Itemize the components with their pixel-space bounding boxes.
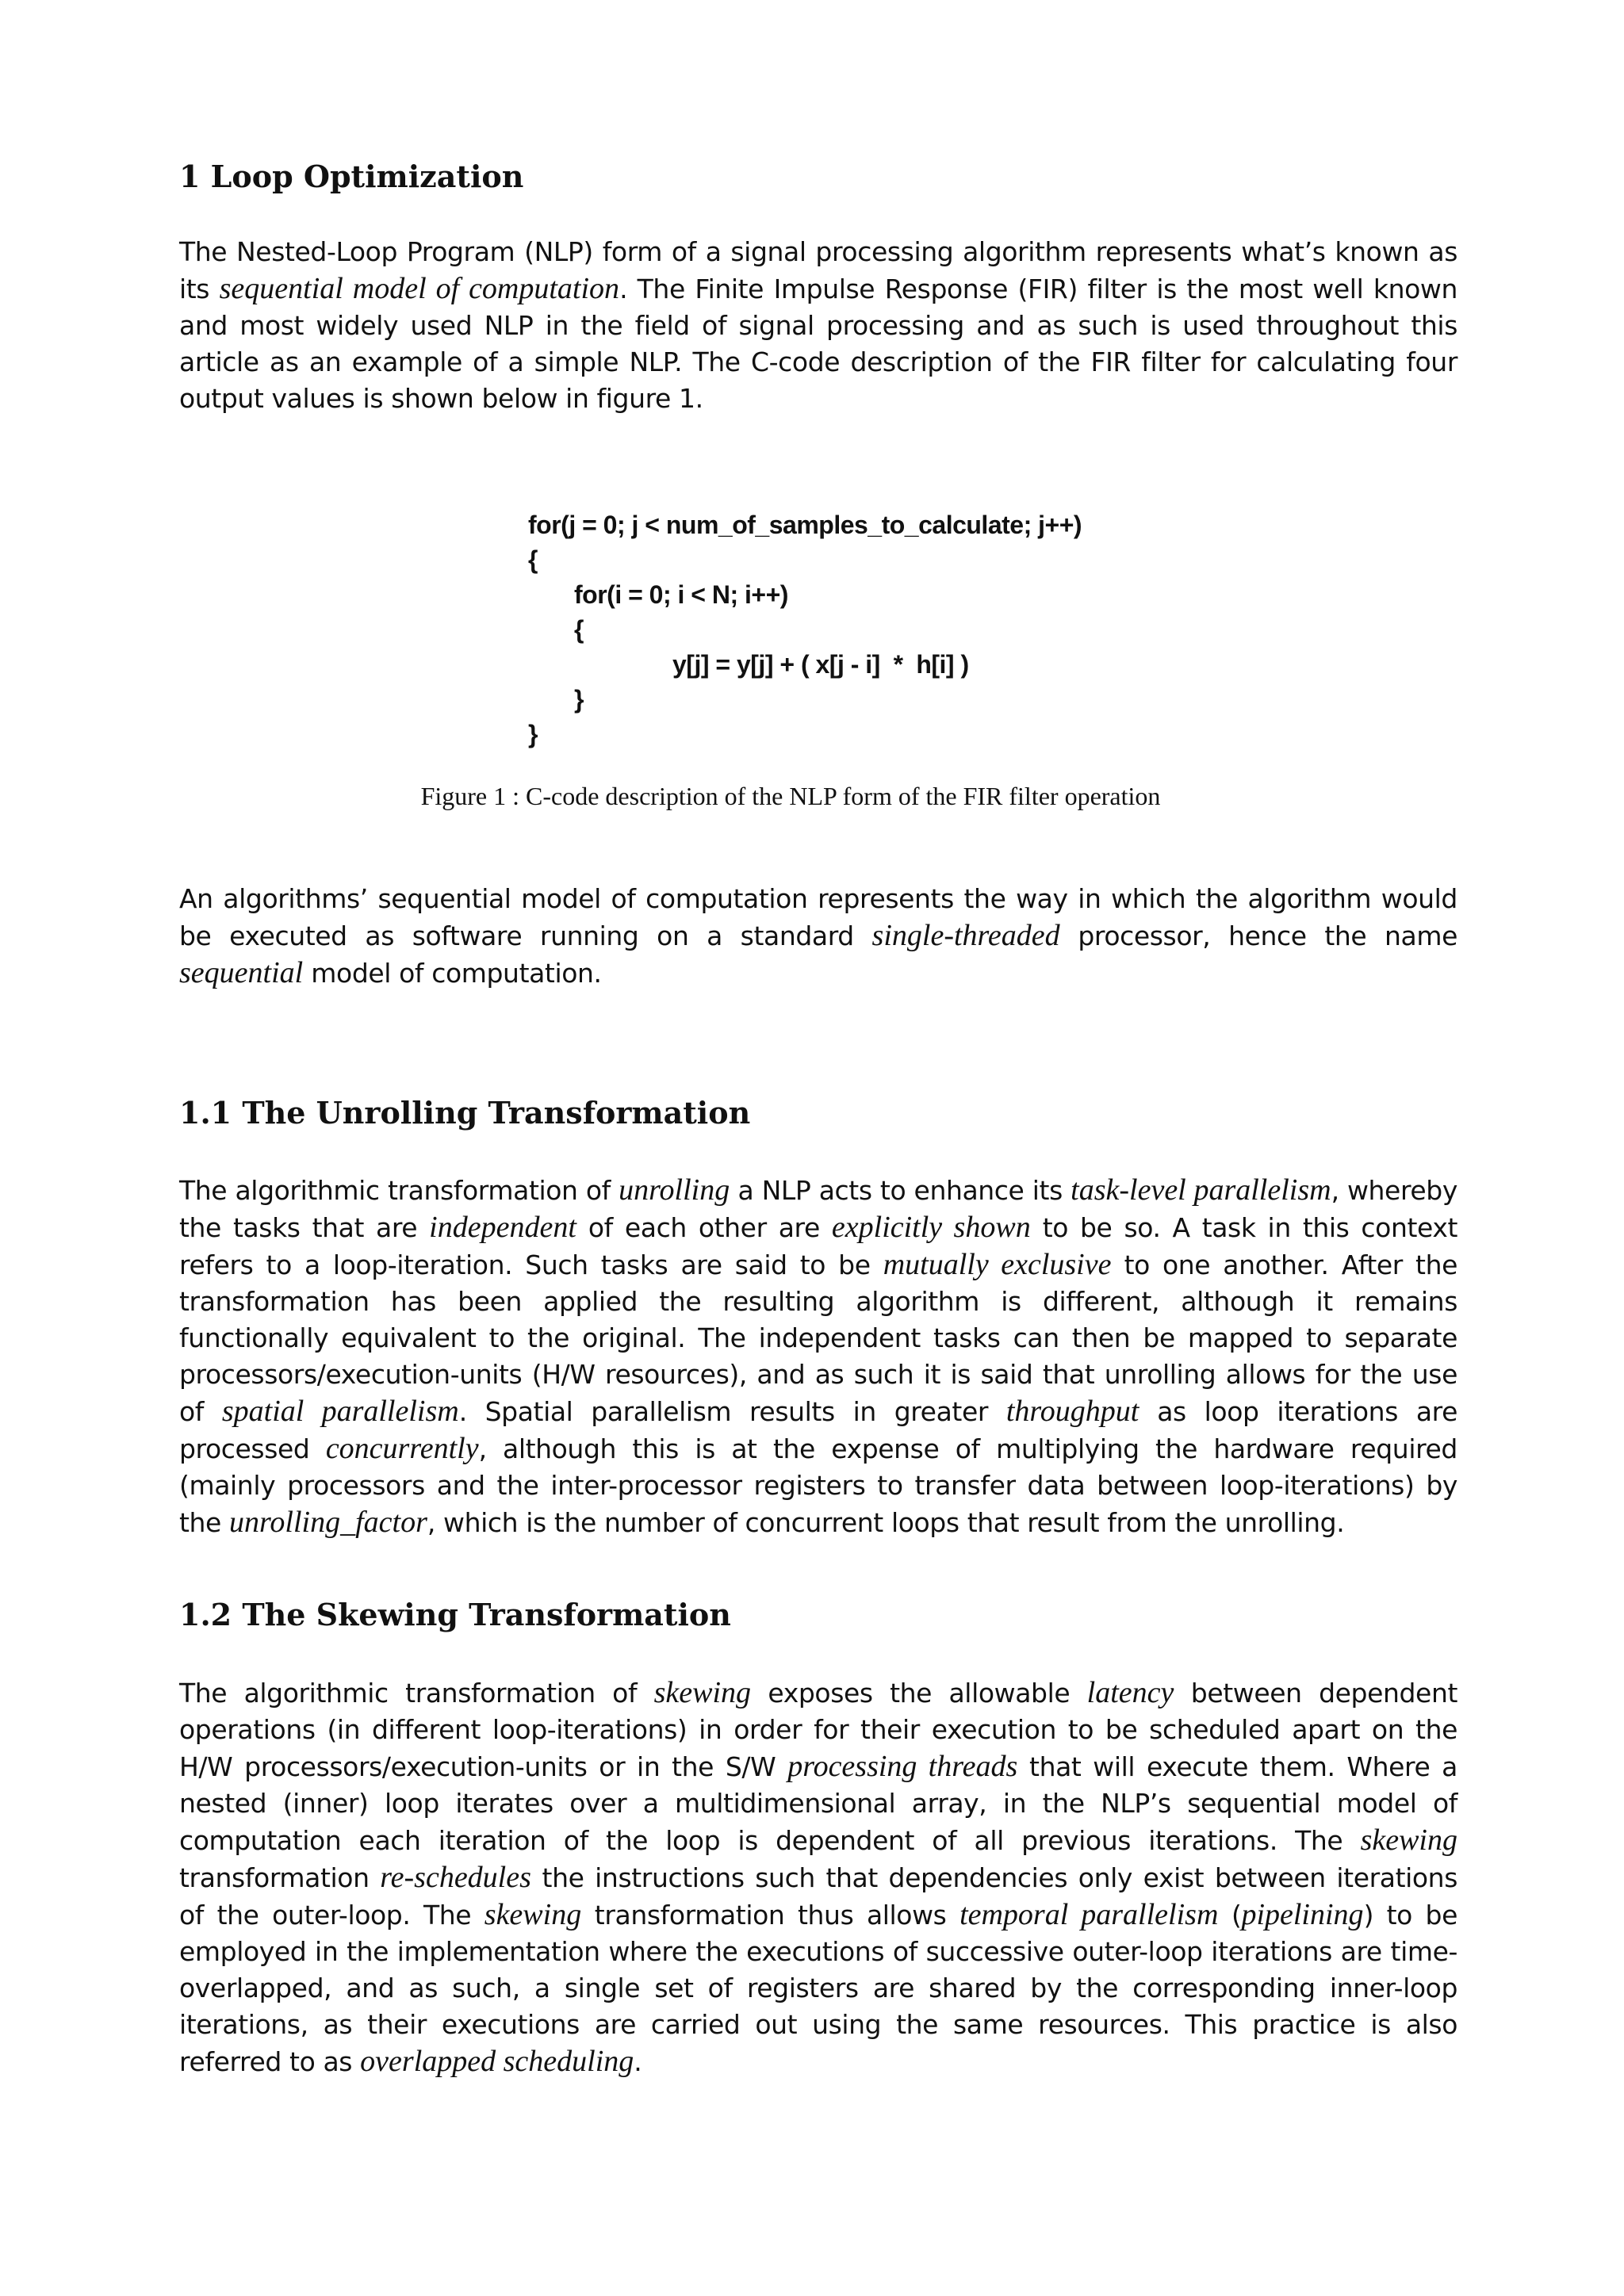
emphasized-term: skewing	[484, 1897, 582, 1931]
emphasized-term: spatial parallelism	[221, 1395, 459, 1429]
emphasized-term: single-threaded	[871, 918, 1060, 952]
code-line: }	[528, 719, 538, 748]
emphasized-term: skewing	[653, 1675, 752, 1709]
paragraph-skewing: The algorithmic transformation of skewing exposes the allowable latency between dependent operations (in different loop-iterations) in order for their execution to be scheduled apart on the H/W processors/execution-units or in the S/W processing threads that will execute them. Where a nested (inner) loop iterates over a multidimensional array, in the NLP’s sequential model of computation each iteration of the loop is dependent of all previous iterations. The skewing transformation re-schedules the instructions such that dependencies only exist between iterations of the outer-loop. The skewing transformation thus allows temporal parallelism (pipelining) to be employed in the implementation where the executions of successive outer-loop iterations are time-overlapped, and as such, a single set of registers are shared by the corresponding inner-loop iterations, as their executions are carried out using the same resources. This practice is also referred to as overlapped scheduling.	[179, 1675, 1457, 2078]
emphasized-term: independent	[429, 1211, 576, 1245]
emphasized-term: task-level parallelism	[1071, 1173, 1331, 1207]
emphasized-term: throughput	[1005, 1395, 1139, 1429]
code-line: {	[574, 614, 584, 644]
emphasized-term: concurrently	[325, 1432, 479, 1466]
emphasized-term: overlapped scheduling	[360, 2044, 634, 2078]
emphasized-term: unrolling	[619, 1173, 730, 1207]
code-line: for(j = 0; j < num_of_samples_to_calculate; j++)	[528, 510, 1082, 539]
code-line: {	[528, 545, 538, 574]
emphasized-term: sequential	[179, 955, 304, 989]
emphasized-term: mutually exclusive	[883, 1248, 1112, 1282]
emphasized-term: latency	[1086, 1675, 1174, 1709]
code-line: y[j] = y[j] + ( x[j - i] * h[i] )	[672, 649, 969, 679]
emphasized-term: explicitly shown	[831, 1211, 1031, 1245]
section-heading-skewing: 1.2 The Skewing Transformation	[179, 1597, 731, 1633]
code-line: }	[574, 684, 584, 714]
emphasized-term: unrolling_factor	[229, 1506, 427, 1540]
code-line: for(i = 0; i < N; i++)	[574, 580, 788, 609]
figure-1-caption: Figure 1 : C-code description of the NLP form of the FIR filter operation	[420, 781, 1161, 810]
emphasized-term: skewing	[1360, 1823, 1457, 1857]
emphasized-term: temporal parallelism	[959, 1897, 1219, 1931]
paragraph-sequential-model: An algorithms’ sequential model of computation represents the way in which the algorithm would be executed as software running on a standard single-threaded processor, hence the name sequential model of computation.	[179, 882, 1457, 989]
paragraph-nlp-intro: The Nested-Loop Program (NLP) form of a signal processing algorithm represents what’s known as its sequential model of computation. The Finite Impulse Response (FIR) filter is the most well known and most widely used NLP in the field of signal processing and as such is used throughout this article as an example of a simple NLP. The C-code description of the FIR filter for calculating four output values is shown below in figure 1.	[179, 235, 1457, 414]
paragraph-unrolling: The algorithmic transformation of unrolling a NLP acts to enhance its task-level parallelism, whereby the tasks that are independent of each other are explicitly shown to be so. A task in this context refers to a loop-iteration. Such tasks are said to be mutually exclusive to one another. After the transformation has been applied the resulting algorithm is different, although it remains functionally equivalent to the original. The independent tasks can then be mapped to separate processors/execution-units (H/W resources), and as such it is said that unrolling allows for the use of spatial parallelism. Spatial parallelism results in greater throughput as loop iterations are processed concurrently, although this is at the expense of multiplying the hardware required (mainly processors and the inter-processor registers to transfer data between loop-iterations) by the unrolling_factor, which is the number of concurrent loops that result from the unrolling.	[179, 1173, 1458, 1540]
page-content	[179, 159, 1457, 2080]
section-heading-unrolling: 1.1 The Unrolling Transformation	[179, 1094, 751, 1131]
emphasized-term: sequential model of computation	[219, 271, 620, 305]
emphasized-term: re-schedules	[380, 1860, 531, 1894]
fir-code-listing	[528, 507, 1457, 752]
section-heading-loop-optimization: 1 Loop Optimization	[179, 159, 524, 194]
emphasized-term: processing threads	[787, 1749, 1018, 1783]
emphasized-term: pipelining	[1241, 1897, 1364, 1931]
